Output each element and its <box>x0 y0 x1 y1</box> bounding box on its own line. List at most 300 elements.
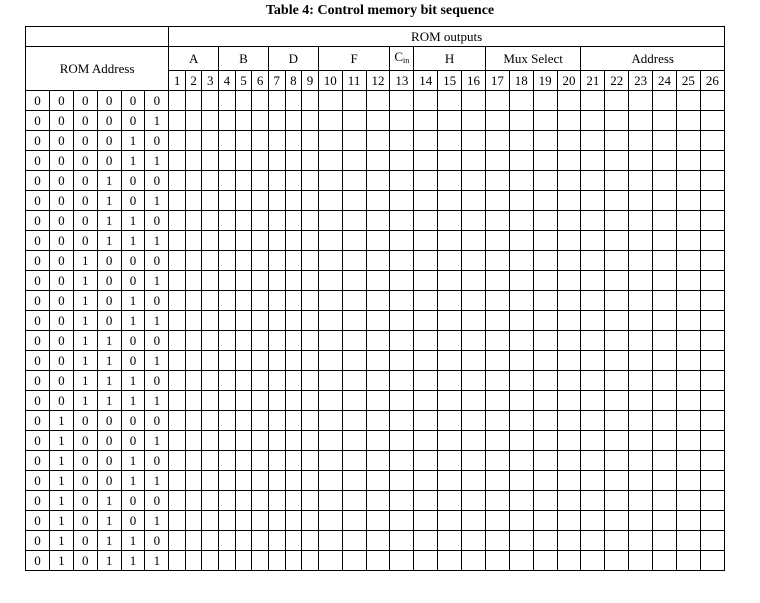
output-bit-cell[interactable] <box>557 251 581 271</box>
output-bit-cell[interactable] <box>653 131 677 151</box>
output-bit-cell[interactable] <box>414 391 438 411</box>
output-bit-cell[interactable] <box>219 451 236 471</box>
output-bit-cell[interactable] <box>285 191 302 211</box>
output-bit-cell[interactable] <box>462 91 486 111</box>
output-bit-cell[interactable] <box>509 251 533 271</box>
output-bit-cell[interactable] <box>485 511 509 531</box>
output-bit-cell[interactable] <box>219 191 236 211</box>
output-bit-cell[interactable] <box>605 491 629 511</box>
output-bit-cell[interactable] <box>302 371 319 391</box>
output-bit-cell[interactable] <box>676 151 700 171</box>
output-bit-cell[interactable] <box>366 291 390 311</box>
output-bit-cell[interactable] <box>219 311 236 331</box>
output-bit-cell[interactable] <box>390 251 414 271</box>
output-bit-cell[interactable] <box>169 111 186 131</box>
output-bit-cell[interactable] <box>462 551 486 571</box>
output-bit-cell[interactable] <box>438 551 462 571</box>
output-bit-cell[interactable] <box>676 271 700 291</box>
output-bit-cell[interactable] <box>653 291 677 311</box>
output-bit-cell[interactable] <box>676 111 700 131</box>
output-bit-cell[interactable] <box>533 211 557 231</box>
output-bit-cell[interactable] <box>700 111 724 131</box>
output-bit-cell[interactable] <box>390 111 414 131</box>
output-bit-cell[interactable] <box>185 231 202 251</box>
output-bit-cell[interactable] <box>629 151 653 171</box>
output-bit-cell[interactable] <box>202 351 219 371</box>
output-bit-cell[interactable] <box>509 371 533 391</box>
output-bit-cell[interactable] <box>414 451 438 471</box>
output-bit-cell[interactable] <box>676 531 700 551</box>
output-bit-cell[interactable] <box>318 271 342 291</box>
output-bit-cell[interactable] <box>235 171 252 191</box>
output-bit-cell[interactable] <box>557 151 581 171</box>
output-bit-cell[interactable] <box>318 291 342 311</box>
output-bit-cell[interactable] <box>557 271 581 291</box>
output-bit-cell[interactable] <box>252 531 269 551</box>
output-bit-cell[interactable] <box>185 131 202 151</box>
output-bit-cell[interactable] <box>342 471 366 491</box>
output-bit-cell[interactable] <box>219 351 236 371</box>
output-bit-cell[interactable] <box>629 551 653 571</box>
output-bit-cell[interactable] <box>268 471 285 491</box>
output-bit-cell[interactable] <box>438 491 462 511</box>
output-bit-cell[interactable] <box>318 231 342 251</box>
output-bit-cell[interactable] <box>268 491 285 511</box>
output-bit-cell[interactable] <box>533 251 557 271</box>
output-bit-cell[interactable] <box>700 151 724 171</box>
output-bit-cell[interactable] <box>414 531 438 551</box>
output-bit-cell[interactable] <box>302 211 319 231</box>
output-bit-cell[interactable] <box>509 191 533 211</box>
output-bit-cell[interactable] <box>268 531 285 551</box>
output-bit-cell[interactable] <box>557 411 581 431</box>
output-bit-cell[interactable] <box>485 131 509 151</box>
output-bit-cell[interactable] <box>414 251 438 271</box>
output-bit-cell[interactable] <box>202 331 219 351</box>
output-bit-cell[interactable] <box>700 551 724 571</box>
output-bit-cell[interactable] <box>285 131 302 151</box>
output-bit-cell[interactable] <box>318 171 342 191</box>
output-bit-cell[interactable] <box>252 451 269 471</box>
output-bit-cell[interactable] <box>366 191 390 211</box>
output-bit-cell[interactable] <box>414 151 438 171</box>
output-bit-cell[interactable] <box>342 271 366 291</box>
output-bit-cell[interactable] <box>390 511 414 531</box>
output-bit-cell[interactable] <box>533 471 557 491</box>
output-bit-cell[interactable] <box>202 231 219 251</box>
output-bit-cell[interactable] <box>653 171 677 191</box>
output-bit-cell[interactable] <box>700 431 724 451</box>
output-bit-cell[interactable] <box>509 291 533 311</box>
output-bit-cell[interactable] <box>700 531 724 551</box>
output-bit-cell[interactable] <box>676 291 700 311</box>
output-bit-cell[interactable] <box>533 91 557 111</box>
output-bit-cell[interactable] <box>185 491 202 511</box>
output-bit-cell[interactable] <box>342 91 366 111</box>
output-bit-cell[interactable] <box>581 231 605 251</box>
output-bit-cell[interactable] <box>268 511 285 531</box>
output-bit-cell[interactable] <box>629 311 653 331</box>
output-bit-cell[interactable] <box>252 511 269 531</box>
output-bit-cell[interactable] <box>390 391 414 411</box>
output-bit-cell[interactable] <box>509 171 533 191</box>
output-bit-cell[interactable] <box>285 291 302 311</box>
output-bit-cell[interactable] <box>235 471 252 491</box>
output-bit-cell[interactable] <box>533 271 557 291</box>
output-bit-cell[interactable] <box>676 511 700 531</box>
output-bit-cell[interactable] <box>342 251 366 271</box>
output-bit-cell[interactable] <box>252 311 269 331</box>
output-bit-cell[interactable] <box>219 211 236 231</box>
output-bit-cell[interactable] <box>581 431 605 451</box>
output-bit-cell[interactable] <box>366 531 390 551</box>
output-bit-cell[interactable] <box>185 411 202 431</box>
output-bit-cell[interactable] <box>390 211 414 231</box>
output-bit-cell[interactable] <box>366 91 390 111</box>
output-bit-cell[interactable] <box>390 331 414 351</box>
output-bit-cell[interactable] <box>605 251 629 271</box>
output-bit-cell[interactable] <box>185 251 202 271</box>
output-bit-cell[interactable] <box>629 391 653 411</box>
output-bit-cell[interactable] <box>219 171 236 191</box>
output-bit-cell[interactable] <box>438 91 462 111</box>
output-bit-cell[interactable] <box>438 171 462 191</box>
output-bit-cell[interactable] <box>390 531 414 551</box>
output-bit-cell[interactable] <box>235 111 252 131</box>
output-bit-cell[interactable] <box>438 451 462 471</box>
output-bit-cell[interactable] <box>185 171 202 191</box>
output-bit-cell[interactable] <box>533 311 557 331</box>
output-bit-cell[interactable] <box>268 271 285 291</box>
output-bit-cell[interactable] <box>581 311 605 331</box>
output-bit-cell[interactable] <box>700 131 724 151</box>
output-bit-cell[interactable] <box>342 511 366 531</box>
output-bit-cell[interactable] <box>342 211 366 231</box>
output-bit-cell[interactable] <box>605 431 629 451</box>
output-bit-cell[interactable] <box>169 191 186 211</box>
output-bit-cell[interactable] <box>462 331 486 351</box>
output-bit-cell[interactable] <box>169 231 186 251</box>
output-bit-cell[interactable] <box>366 271 390 291</box>
output-bit-cell[interactable] <box>252 431 269 451</box>
output-bit-cell[interactable] <box>268 231 285 251</box>
output-bit-cell[interactable] <box>605 291 629 311</box>
output-bit-cell[interactable] <box>366 551 390 571</box>
output-bit-cell[interactable] <box>653 351 677 371</box>
output-bit-cell[interactable] <box>509 511 533 531</box>
output-bit-cell[interactable] <box>605 351 629 371</box>
output-bit-cell[interactable] <box>302 511 319 531</box>
output-bit-cell[interactable] <box>462 431 486 451</box>
output-bit-cell[interactable] <box>268 371 285 391</box>
output-bit-cell[interactable] <box>676 411 700 431</box>
output-bit-cell[interactable] <box>485 431 509 451</box>
output-bit-cell[interactable] <box>557 311 581 331</box>
output-bit-cell[interactable] <box>676 491 700 511</box>
output-bit-cell[interactable] <box>342 391 366 411</box>
output-bit-cell[interactable] <box>414 191 438 211</box>
output-bit-cell[interactable] <box>462 191 486 211</box>
output-bit-cell[interactable] <box>302 111 319 131</box>
output-bit-cell[interactable] <box>185 331 202 351</box>
output-bit-cell[interactable] <box>605 131 629 151</box>
output-bit-cell[interactable] <box>235 531 252 551</box>
output-bit-cell[interactable] <box>390 551 414 571</box>
output-bit-cell[interactable] <box>268 351 285 371</box>
output-bit-cell[interactable] <box>185 391 202 411</box>
output-bit-cell[interactable] <box>366 491 390 511</box>
output-bit-cell[interactable] <box>676 371 700 391</box>
output-bit-cell[interactable] <box>268 171 285 191</box>
output-bit-cell[interactable] <box>219 271 236 291</box>
output-bit-cell[interactable] <box>219 371 236 391</box>
output-bit-cell[interactable] <box>653 471 677 491</box>
output-bit-cell[interactable] <box>581 111 605 131</box>
output-bit-cell[interactable] <box>676 431 700 451</box>
output-bit-cell[interactable] <box>462 531 486 551</box>
output-bit-cell[interactable] <box>390 131 414 151</box>
output-bit-cell[interactable] <box>302 311 319 331</box>
output-bit-cell[interactable] <box>605 191 629 211</box>
output-bit-cell[interactable] <box>438 531 462 551</box>
output-bit-cell[interactable] <box>285 411 302 431</box>
output-bit-cell[interactable] <box>390 231 414 251</box>
output-bit-cell[interactable] <box>653 191 677 211</box>
output-bit-cell[interactable] <box>185 91 202 111</box>
output-bit-cell[interactable] <box>462 411 486 431</box>
output-bit-cell[interactable] <box>605 211 629 231</box>
output-bit-cell[interactable] <box>438 151 462 171</box>
output-bit-cell[interactable] <box>202 191 219 211</box>
output-bit-cell[interactable] <box>252 191 269 211</box>
output-bit-cell[interactable] <box>676 231 700 251</box>
output-bit-cell[interactable] <box>219 91 236 111</box>
output-bit-cell[interactable] <box>629 191 653 211</box>
output-bit-cell[interactable] <box>485 191 509 211</box>
output-bit-cell[interactable] <box>169 151 186 171</box>
output-bit-cell[interactable] <box>302 191 319 211</box>
output-bit-cell[interactable] <box>605 551 629 571</box>
output-bit-cell[interactable] <box>533 411 557 431</box>
output-bit-cell[interactable] <box>285 451 302 471</box>
output-bit-cell[interactable] <box>605 531 629 551</box>
output-bit-cell[interactable] <box>252 111 269 131</box>
output-bit-cell[interactable] <box>366 311 390 331</box>
output-bit-cell[interactable] <box>629 91 653 111</box>
output-bit-cell[interactable] <box>557 131 581 151</box>
output-bit-cell[interactable] <box>390 91 414 111</box>
output-bit-cell[interactable] <box>235 511 252 531</box>
output-bit-cell[interactable] <box>581 511 605 531</box>
output-bit-cell[interactable] <box>268 151 285 171</box>
output-bit-cell[interactable] <box>202 91 219 111</box>
output-bit-cell[interactable] <box>676 331 700 351</box>
output-bit-cell[interactable] <box>390 411 414 431</box>
output-bit-cell[interactable] <box>219 131 236 151</box>
output-bit-cell[interactable] <box>509 231 533 251</box>
output-bit-cell[interactable] <box>629 471 653 491</box>
output-bit-cell[interactable] <box>202 431 219 451</box>
output-bit-cell[interactable] <box>169 351 186 371</box>
output-bit-cell[interactable] <box>202 291 219 311</box>
output-bit-cell[interactable] <box>366 231 390 251</box>
output-bit-cell[interactable] <box>252 291 269 311</box>
output-bit-cell[interactable] <box>285 351 302 371</box>
output-bit-cell[interactable] <box>533 431 557 451</box>
output-bit-cell[interactable] <box>581 211 605 231</box>
output-bit-cell[interactable] <box>414 231 438 251</box>
output-bit-cell[interactable] <box>557 371 581 391</box>
output-bit-cell[interactable] <box>581 451 605 471</box>
output-bit-cell[interactable] <box>557 391 581 411</box>
output-bit-cell[interactable] <box>342 491 366 511</box>
output-bit-cell[interactable] <box>629 111 653 131</box>
output-bit-cell[interactable] <box>462 491 486 511</box>
output-bit-cell[interactable] <box>533 151 557 171</box>
output-bit-cell[interactable] <box>676 451 700 471</box>
output-bit-cell[interactable] <box>366 171 390 191</box>
output-bit-cell[interactable] <box>438 471 462 491</box>
output-bit-cell[interactable] <box>390 151 414 171</box>
output-bit-cell[interactable] <box>700 351 724 371</box>
output-bit-cell[interactable] <box>252 171 269 191</box>
output-bit-cell[interactable] <box>485 311 509 331</box>
output-bit-cell[interactable] <box>202 251 219 271</box>
output-bit-cell[interactable] <box>700 291 724 311</box>
output-bit-cell[interactable] <box>605 451 629 471</box>
output-bit-cell[interactable] <box>438 271 462 291</box>
output-bit-cell[interactable] <box>185 291 202 311</box>
output-bit-cell[interactable] <box>485 551 509 571</box>
output-bit-cell[interactable] <box>185 311 202 331</box>
output-bit-cell[interactable] <box>700 471 724 491</box>
output-bit-cell[interactable] <box>318 491 342 511</box>
output-bit-cell[interactable] <box>185 551 202 571</box>
output-bit-cell[interactable] <box>285 91 302 111</box>
output-bit-cell[interactable] <box>581 411 605 431</box>
output-bit-cell[interactable] <box>581 471 605 491</box>
output-bit-cell[interactable] <box>185 211 202 231</box>
output-bit-cell[interactable] <box>268 451 285 471</box>
output-bit-cell[interactable] <box>366 431 390 451</box>
output-bit-cell[interactable] <box>318 451 342 471</box>
output-bit-cell[interactable] <box>509 491 533 511</box>
output-bit-cell[interactable] <box>653 211 677 231</box>
output-bit-cell[interactable] <box>700 91 724 111</box>
output-bit-cell[interactable] <box>676 191 700 211</box>
output-bit-cell[interactable] <box>676 211 700 231</box>
output-bit-cell[interactable] <box>202 471 219 491</box>
output-bit-cell[interactable] <box>509 451 533 471</box>
output-bit-cell[interactable] <box>462 211 486 231</box>
output-bit-cell[interactable] <box>557 471 581 491</box>
output-bit-cell[interactable] <box>557 551 581 571</box>
output-bit-cell[interactable] <box>235 231 252 251</box>
output-bit-cell[interactable] <box>318 191 342 211</box>
output-bit-cell[interactable] <box>533 371 557 391</box>
output-bit-cell[interactable] <box>629 271 653 291</box>
output-bit-cell[interactable] <box>485 111 509 131</box>
output-bit-cell[interactable] <box>581 551 605 571</box>
output-bit-cell[interactable] <box>653 371 677 391</box>
output-bit-cell[interactable] <box>557 291 581 311</box>
output-bit-cell[interactable] <box>235 91 252 111</box>
output-bit-cell[interactable] <box>318 211 342 231</box>
output-bit-cell[interactable] <box>581 391 605 411</box>
output-bit-cell[interactable] <box>581 91 605 111</box>
output-bit-cell[interactable] <box>252 331 269 351</box>
output-bit-cell[interactable] <box>268 311 285 331</box>
output-bit-cell[interactable] <box>169 471 186 491</box>
output-bit-cell[interactable] <box>676 391 700 411</box>
output-bit-cell[interactable] <box>533 391 557 411</box>
output-bit-cell[interactable] <box>509 311 533 331</box>
output-bit-cell[interactable] <box>438 111 462 131</box>
output-bit-cell[interactable] <box>268 551 285 571</box>
output-bit-cell[interactable] <box>202 271 219 291</box>
output-bit-cell[interactable] <box>185 191 202 211</box>
output-bit-cell[interactable] <box>700 411 724 431</box>
output-bit-cell[interactable] <box>557 211 581 231</box>
output-bit-cell[interactable] <box>285 251 302 271</box>
output-bit-cell[interactable] <box>533 531 557 551</box>
output-bit-cell[interactable] <box>366 331 390 351</box>
output-bit-cell[interactable] <box>509 151 533 171</box>
output-bit-cell[interactable] <box>342 291 366 311</box>
output-bit-cell[interactable] <box>235 551 252 571</box>
output-bit-cell[interactable] <box>252 251 269 271</box>
output-bit-cell[interactable] <box>438 291 462 311</box>
output-bit-cell[interactable] <box>252 391 269 411</box>
output-bit-cell[interactable] <box>557 111 581 131</box>
output-bit-cell[interactable] <box>219 411 236 431</box>
output-bit-cell[interactable] <box>438 231 462 251</box>
output-bit-cell[interactable] <box>509 331 533 351</box>
output-bit-cell[interactable] <box>485 91 509 111</box>
output-bit-cell[interactable] <box>342 111 366 131</box>
output-bit-cell[interactable] <box>342 371 366 391</box>
output-bit-cell[interactable] <box>366 451 390 471</box>
output-bit-cell[interactable] <box>438 511 462 531</box>
output-bit-cell[interactable] <box>581 151 605 171</box>
output-bit-cell[interactable] <box>268 391 285 411</box>
output-bit-cell[interactable] <box>366 411 390 431</box>
output-bit-cell[interactable] <box>169 411 186 431</box>
output-bit-cell[interactable] <box>342 311 366 331</box>
output-bit-cell[interactable] <box>318 391 342 411</box>
output-bit-cell[interactable] <box>700 231 724 251</box>
output-bit-cell[interactable] <box>557 191 581 211</box>
output-bit-cell[interactable] <box>509 111 533 131</box>
output-bit-cell[interactable] <box>509 551 533 571</box>
output-bit-cell[interactable] <box>438 411 462 431</box>
output-bit-cell[interactable] <box>653 391 677 411</box>
output-bit-cell[interactable] <box>390 291 414 311</box>
output-bit-cell[interactable] <box>462 471 486 491</box>
output-bit-cell[interactable] <box>653 271 677 291</box>
output-bit-cell[interactable] <box>676 351 700 371</box>
output-bit-cell[interactable] <box>462 511 486 531</box>
output-bit-cell[interactable] <box>629 251 653 271</box>
output-bit-cell[interactable] <box>414 551 438 571</box>
output-bit-cell[interactable] <box>202 451 219 471</box>
output-bit-cell[interactable] <box>302 451 319 471</box>
output-bit-cell[interactable] <box>676 131 700 151</box>
output-bit-cell[interactable] <box>676 471 700 491</box>
output-bit-cell[interactable] <box>438 311 462 331</box>
output-bit-cell[interactable] <box>302 551 319 571</box>
output-bit-cell[interactable] <box>485 151 509 171</box>
